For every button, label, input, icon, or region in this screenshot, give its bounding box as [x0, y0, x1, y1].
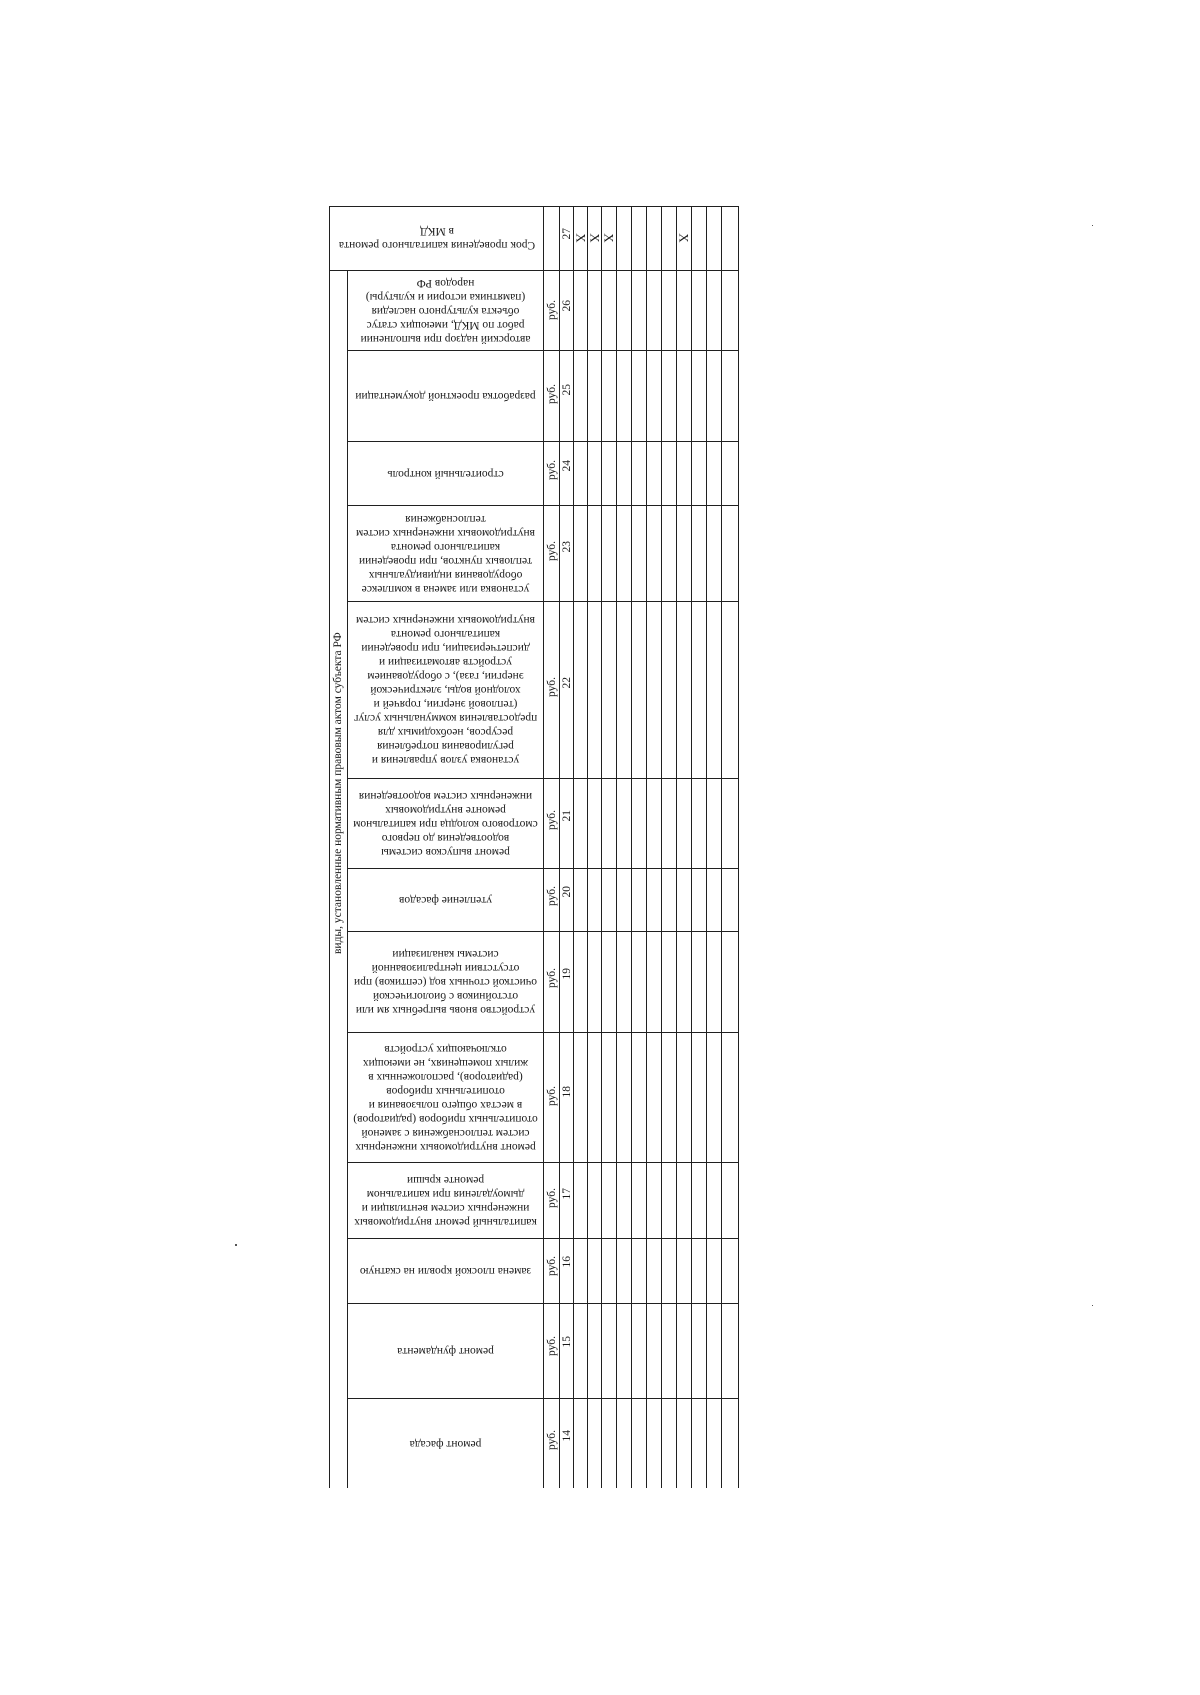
column-18-number: 18 [561, 1086, 573, 1098]
column-25-header: разработка проектной документации [355, 390, 536, 402]
table-header-divider [347, 270, 348, 1488]
data-col-line [706, 206, 707, 1488]
data-col-line [661, 206, 662, 1488]
data-col-line [691, 206, 692, 1488]
column-17-number: 17 [561, 1188, 573, 1200]
row-divider [329, 270, 739, 271]
column-20-number: 20 [561, 886, 573, 898]
scan-speck [1092, 1305, 1093, 1306]
column-21-number: 21 [561, 810, 573, 822]
table-border-right [738, 206, 739, 1488]
row-divider [347, 601, 739, 602]
column-14-unit: руб. [546, 1430, 558, 1450]
column-20-header: утепление фасадов [398, 894, 493, 906]
row-divider [347, 1398, 739, 1399]
column-14-number: 14 [561, 1430, 573, 1442]
column-24-number: 24 [561, 460, 573, 472]
data-col-line [616, 206, 617, 1488]
column-15-number: 15 [561, 1336, 573, 1348]
column-18-unit: руб. [546, 1086, 558, 1106]
x-mark: X [573, 233, 589, 243]
column-27-header: Срок проведения капитального ремонта в МКД [338, 225, 536, 251]
column-21-unit: руб. [546, 810, 558, 830]
column-16-number: 16 [561, 1256, 573, 1268]
data-col-line [601, 206, 602, 1488]
row-divider [347, 1162, 739, 1163]
column-19-unit: руб. [546, 968, 558, 988]
data-col-line [587, 206, 588, 1488]
scan-speck [1092, 225, 1093, 226]
column-23-header: установка или замена в комплексе оборудования индивидуальных тепловых пунктов, при проведении капитального ремонта внутридомовых инженерных систем теплоснабжения [355, 512, 536, 595]
row-divider [347, 931, 739, 932]
column-16-header: замена плоской кровли на скатную [359, 1265, 532, 1277]
column-25-unit: руб. [546, 384, 558, 404]
column-22-number: 22 [561, 677, 573, 689]
table-inner-left [543, 206, 544, 1488]
row-divider [347, 1238, 739, 1239]
group-header: виды, установленные нормативным правовым актом субъекта РФ [332, 632, 344, 954]
column-22-header: установка узлов управления и регулирования потребления ресурсов, необходимых для предоставления коммунальных услуг (тепловой энергии, горячей и холодной воды, электрической энергии, газа), с оборудованием устройств автоматизации и диспетчеризации, при проведении капитального ремонта внутридомовых инженерных систем [353, 614, 538, 766]
data-col-line [573, 206, 574, 1488]
column-15-header: ремонт фундамента [397, 1345, 494, 1357]
data-col-line [646, 206, 647, 1488]
x-mark: X [587, 233, 603, 243]
row-divider [347, 778, 739, 779]
column-17-header: капитальный ремонт внутридомовых инженерных систем вентиляции и дымоудаления при капитальном ремонте крыши [354, 1173, 537, 1228]
column-18-header: ремонт внутридомовых инженерных систем теплоснабжения с заменой отопительных приборов (радиаторов) в местах общего пользования и отопительных приборов (радиаторов), расположенных в жилых помещениях, не имеющих отключающих устройств [353, 1042, 538, 1153]
column-26-header: авторский надзор при выполнении работ по МКД, имеющих статус объекта культурного наследия (памятника истории и культуры) народов РФ [360, 276, 531, 345]
column-20-unit: руб. [546, 886, 558, 906]
table-border-left [329, 206, 330, 1488]
column-19-number: 19 [561, 968, 573, 980]
column-27-number: 27 [561, 228, 573, 240]
column-17-unit: руб. [546, 1188, 558, 1208]
data-col-line [631, 206, 632, 1488]
row-divider [347, 868, 739, 869]
scan-speck [235, 1244, 237, 1246]
column-23-number: 23 [561, 541, 573, 553]
row-divider [347, 441, 739, 442]
row-divider [347, 350, 739, 351]
column-21-header: ремонт выпусков системы водоотведения до первого смотрового колодца при капитальном ремонте внутридомовых инженерных систем водоотведения [353, 789, 538, 858]
data-col-line [676, 206, 677, 1488]
column-15-unit: руб. [546, 1336, 558, 1356]
column-19-header: устройство вновь выгребных ям или отстойников с биологической очисткой сточных вод (септиков) при отсутствии централизованной системы канализации [354, 948, 537, 1016]
x-mark: X [676, 233, 692, 243]
column-16-unit: руб. [546, 1256, 558, 1276]
column-23-unit: руб. [546, 541, 558, 561]
column-26-number: 26 [561, 300, 573, 312]
row-divider [347, 1303, 739, 1304]
column-14-header: ремонт фасада [409, 1438, 482, 1450]
data-col-line [559, 206, 560, 1488]
data-col-line [721, 206, 722, 1488]
x-mark: X [601, 233, 617, 243]
column-24-header: строительный контроль [387, 467, 504, 480]
column-22-unit: руб. [546, 677, 558, 697]
table-border-top [329, 206, 739, 207]
row-divider [347, 1032, 739, 1033]
column-24-unit: руб. [546, 460, 558, 480]
row-divider [347, 505, 739, 506]
column-26-unit: руб. [546, 300, 558, 320]
column-25-number: 25 [561, 384, 573, 396]
